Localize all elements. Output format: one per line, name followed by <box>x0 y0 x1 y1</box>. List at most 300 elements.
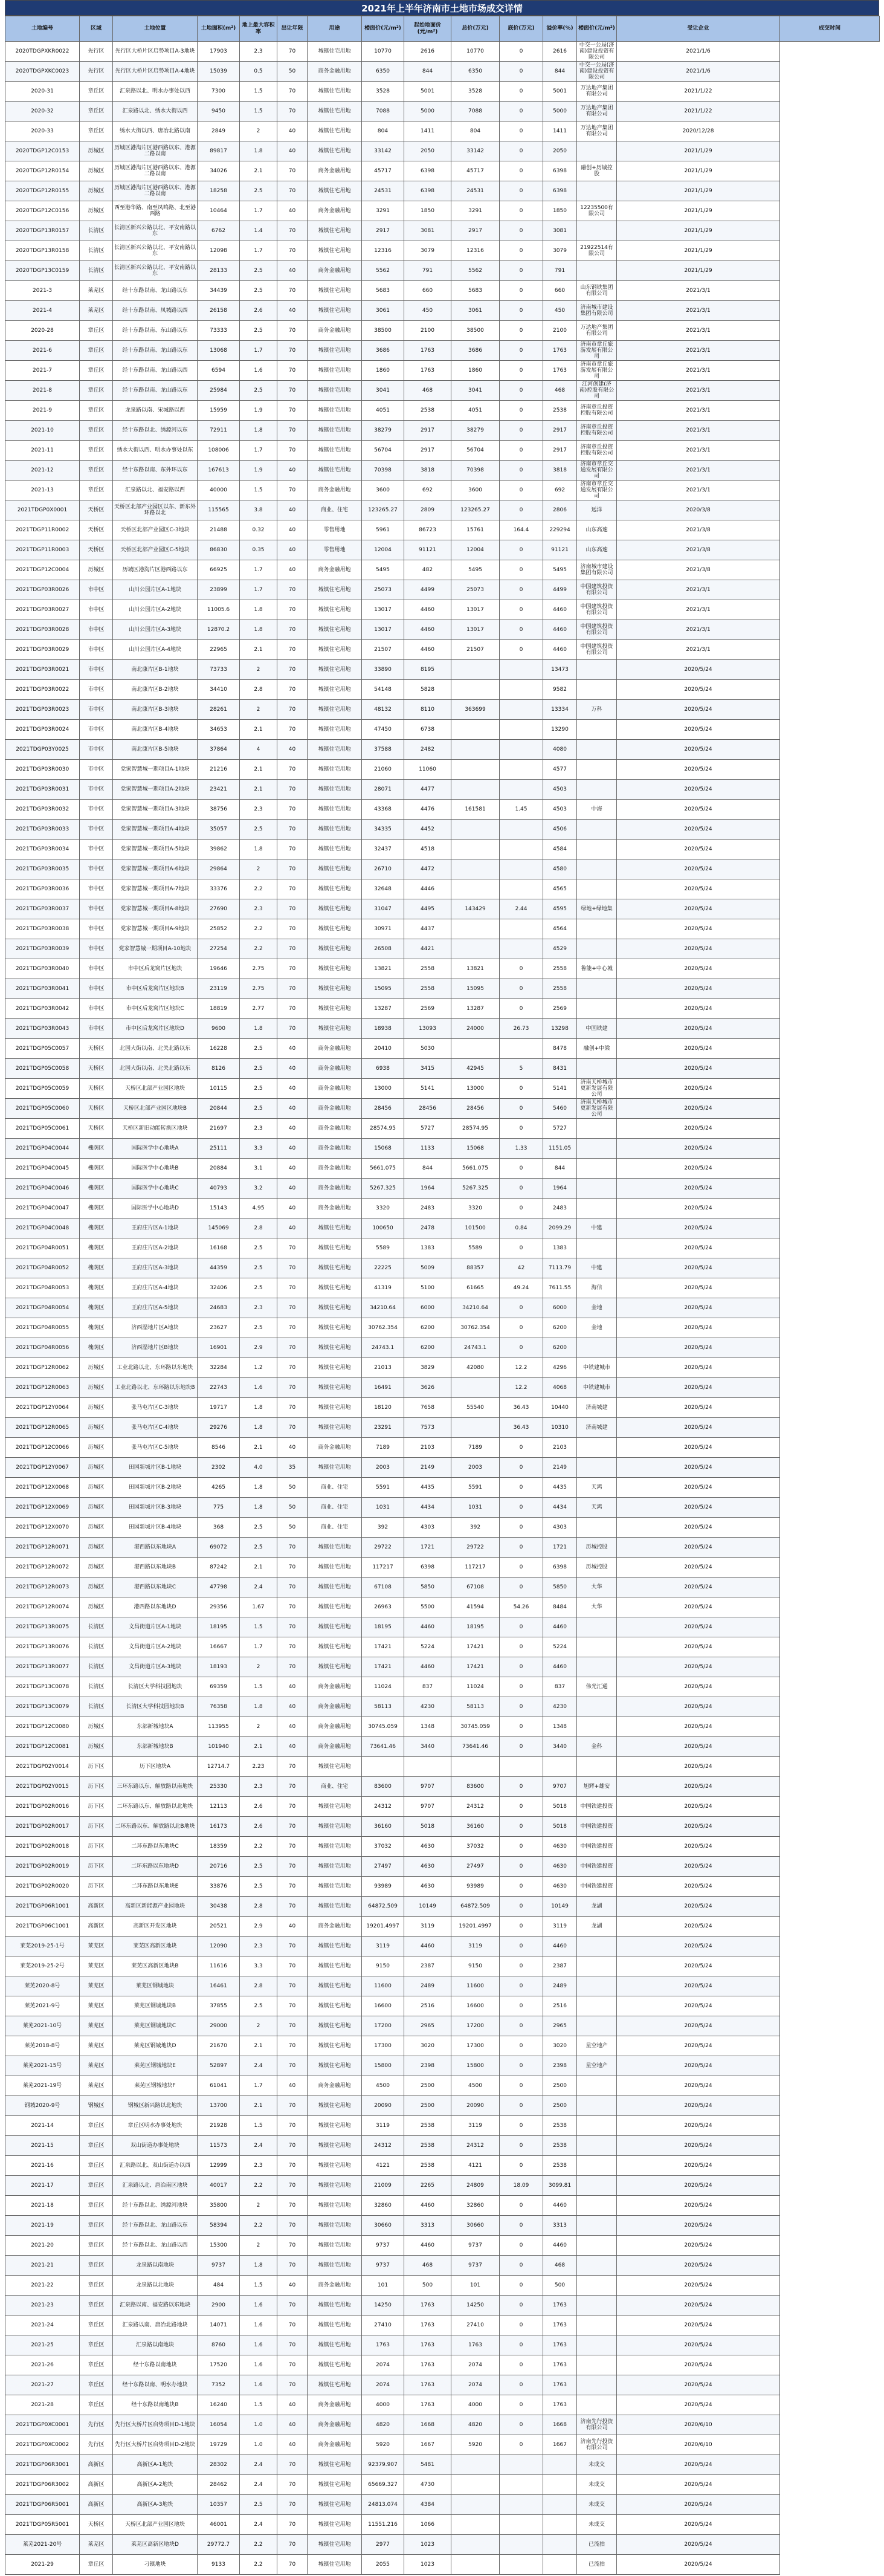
table-cell: 20884 <box>198 1159 240 1179</box>
table-cell: 西至港华路、南至凤鸣路、北至港西路 <box>113 201 198 221</box>
table-cell: 50 <box>277 1498 308 1518</box>
table-cell: 2020/5/24 <box>617 760 780 780</box>
table-cell <box>577 2256 617 2276</box>
table-cell: 2020/5/24 <box>617 2136 780 2156</box>
table-cell <box>451 720 500 740</box>
table-cell: 先行区 <box>80 42 113 62</box>
table-cell <box>577 1179 617 1199</box>
table-cell: 22965 <box>198 640 240 660</box>
table-cell <box>577 1956 617 1976</box>
table-cell: 城镇住宅用地 <box>308 580 362 600</box>
table-row <box>5 161 880 181</box>
table-cell: 2021TDGP03R0040 <box>5 959 80 979</box>
table-cell: 10310 <box>543 1418 577 1438</box>
table-cell: 大华 <box>577 1597 617 1617</box>
table-cell: 8760 <box>198 2335 240 2355</box>
table-cell: 商务金融用地 <box>308 1677 362 1697</box>
table-cell: 中国铁建投资 <box>577 1817 617 1837</box>
table-cell: 章丘区 <box>80 321 113 341</box>
table-cell: 1763 <box>543 2395 577 2415</box>
table-cell: 22743 <box>198 1378 240 1398</box>
table-cell <box>451 2495 500 2515</box>
table-cell: 10440 <box>543 1398 577 1418</box>
table-cell: 6200 <box>543 1338 577 1358</box>
table-cell: 2020/5/24 <box>617 1039 780 1059</box>
table-cell <box>451 2455 500 2475</box>
table-cell: 章丘区 <box>80 421 113 441</box>
table-cell: 莱芜2018-8号 <box>5 2036 80 2056</box>
table-cell: 40 <box>277 1199 308 1218</box>
table-cell: 0 <box>500 2216 543 2236</box>
table-cell: 11024 <box>362 1677 404 1697</box>
table-cell: 4460 <box>404 640 451 660</box>
table-cell: 经十东路以北、绣源河以东 <box>113 421 198 441</box>
table-cell: 城镇住宅用地 <box>308 800 362 820</box>
table-cell: 161581 <box>451 800 500 820</box>
table-cell: 2387 <box>543 1956 577 1976</box>
table-cell: 2482 <box>404 740 451 760</box>
table-cell: 城镇住宅用地 <box>308 879 362 899</box>
table-cell: 13068 <box>198 341 240 361</box>
table-cell: 章丘区明水办事处地块 <box>113 2116 198 2136</box>
table-cell: 6398 <box>543 161 577 181</box>
table-cell <box>577 2315 617 2335</box>
table-cell: 1763 <box>543 2355 577 2375</box>
table-cell: 2616 <box>543 42 577 62</box>
table-cell: 5001 <box>404 82 451 102</box>
table-cell: 9600 <box>198 1019 240 1039</box>
table-cell: 2021TDGP06R5001 <box>5 2495 80 2515</box>
table-cell: 2020/5/24 <box>617 2475 780 2495</box>
table-cell <box>577 879 617 899</box>
table-cell: 汇泉路以北、福安路以西 <box>113 481 198 500</box>
table-cell: 市中区 <box>80 999 113 1019</box>
table-cell: 0 <box>500 640 543 660</box>
table-cell: 2489 <box>543 1976 577 1996</box>
table-row <box>5 939 880 959</box>
table-cell: 10149 <box>543 1897 577 1917</box>
table-row <box>5 82 880 102</box>
table-cell: 城镇住宅用地 <box>308 1558 362 1578</box>
table-cell: 2020/5/24 <box>617 2016 780 2036</box>
table-row <box>5 381 880 401</box>
table-cell: 城镇住宅用地 <box>308 2375 362 2395</box>
table-cell: 2020/5/24 <box>617 740 780 760</box>
table-cell: 30660 <box>451 2216 500 2236</box>
table-cell <box>577 680 617 700</box>
table-cell: 市中区 <box>80 859 113 879</box>
table-cell: 城镇住宅用地 <box>308 102 362 121</box>
table-cell <box>577 820 617 840</box>
table-cell: 2021TDGP03R0023 <box>5 700 80 720</box>
table-cell: 2021/1/6 <box>617 62 780 82</box>
table-cell: 2021TDGP04R0054 <box>5 1298 80 1318</box>
table-cell: 0 <box>500 2096 543 2116</box>
table-cell: 2020/5/24 <box>617 1019 780 1039</box>
table-cell: 15068 <box>451 1139 500 1159</box>
table-cell: 莱芜区 <box>80 301 113 321</box>
table-cell: 2.1 <box>240 640 277 660</box>
table-cell: 党家智慧城一期项目A-6地块 <box>113 859 198 879</box>
table-cell: 3020 <box>543 2036 577 2056</box>
table-cell: 1721 <box>404 1538 451 1558</box>
table-cell <box>577 1159 617 1179</box>
table-cell: 2021TDGP13R0077 <box>5 1657 80 1677</box>
table-cell: 2021TDGP02Y0015 <box>5 1777 80 1797</box>
table-cell: 70 <box>277 580 308 600</box>
table-cell: 2055 <box>362 2555 404 2575</box>
table-cell: 2398 <box>543 2056 577 2076</box>
table-cell: 章丘区 <box>80 2136 113 2156</box>
table-cell: 12316 <box>451 241 500 261</box>
table-cell: 0 <box>500 201 543 221</box>
table-cell: 1.6 <box>240 2335 277 2355</box>
table-cell: 5000 <box>404 102 451 121</box>
table-cell: 先行区 <box>80 62 113 82</box>
table-cell: 21488 <box>198 520 240 540</box>
table-cell: 中建 <box>577 1258 617 1278</box>
table-cell: 市中区 <box>80 899 113 919</box>
table-cell: 2021/1/29 <box>617 181 780 201</box>
table-cell: 164.4 <box>500 520 543 540</box>
table-cell: 70 <box>277 2136 308 2156</box>
table-cell <box>500 2515 543 2535</box>
table-cell: 市中区 <box>80 959 113 979</box>
table-cell: 4506 <box>543 820 577 840</box>
table-cell: 2.4 <box>240 2455 277 2475</box>
table-cell: 9737 <box>451 2256 500 2276</box>
table-cell: 济南章丘投资控股有限公司 <box>577 441 617 461</box>
table-row <box>5 1996 880 2016</box>
table-cell: 70 <box>277 919 308 939</box>
table-cell: 2021TDGP12C0066 <box>5 1438 80 1458</box>
table-cell: 7113.79 <box>543 1258 577 1278</box>
table-cell: 2020/6/10 <box>617 2415 780 2435</box>
table-cell: 经十东路以北、龙山路以西 <box>113 2236 198 2256</box>
table-cell: 历城区 <box>80 161 113 181</box>
table-cell: 18195 <box>362 1617 404 1637</box>
table-cell: 1411 <box>404 121 451 141</box>
table-cell: 1.8 <box>240 1697 277 1717</box>
table-cell: 高新区A-3地块 <box>113 2495 198 2515</box>
table-cell: 0 <box>500 1079 543 1099</box>
table-cell: 4460 <box>543 640 577 660</box>
table-cell: 2020/5/24 <box>617 2056 780 2076</box>
table-cell: 5591 <box>451 1478 500 1498</box>
table-cell: 市中区 <box>80 620 113 640</box>
table-cell: 2020/5/24 <box>617 1179 780 1199</box>
table-cell: 二环东路以东地块E <box>113 1877 198 1897</box>
table-cell: 9450 <box>198 102 240 121</box>
table-cell: 济南城市建设集团有限公司 <box>577 560 617 580</box>
table-cell: 2021TDGP03R0041 <box>5 979 80 999</box>
table-cell: 3061 <box>362 301 404 321</box>
table-cell: 城镇住宅用地 <box>308 1637 362 1657</box>
table-cell: 0 <box>500 1099 543 1119</box>
table-cell: 2538 <box>404 2156 451 2176</box>
table-cell: 莱芜区钢城地块B <box>113 1996 198 2016</box>
table-cell: 11551.216 <box>362 2515 404 2535</box>
table-cell: 13017 <box>451 600 500 620</box>
table-cell: 市中区后龙窝片区地块B <box>113 979 198 999</box>
table-cell: 2.5 <box>240 321 277 341</box>
table-row <box>5 1278 880 1298</box>
table-cell: 0 <box>500 1797 543 1817</box>
table-cell: 4384 <box>404 2495 451 2515</box>
table-cell: 2.5 <box>240 1099 277 1119</box>
table-cell: 高新区开发区地块 <box>113 1917 198 1937</box>
table-cell: 70 <box>277 1657 308 1677</box>
table-cell: 2149 <box>404 1458 451 1478</box>
table-row <box>5 899 880 919</box>
table-cell: 城镇住宅用地 <box>308 1657 362 1677</box>
table-cell: 70 <box>277 1637 308 1657</box>
table-cell: 2021/3/1 <box>617 481 780 500</box>
table-cell: 0 <box>500 2016 543 2036</box>
table-cell: 0.32 <box>240 520 277 540</box>
table-cell: 0 <box>500 1119 543 1139</box>
table-cell: 1763 <box>404 341 451 361</box>
table-cell: 二环东路以东地块C <box>113 1837 198 1857</box>
table-cell: 4452 <box>404 820 451 840</box>
table-cell: 2558 <box>543 959 577 979</box>
table-cell: 33142 <box>451 141 500 161</box>
table-cell: 70 <box>277 1418 308 1438</box>
table-cell: 34653 <box>198 720 240 740</box>
table-cell: 2020/5/24 <box>617 2196 780 2216</box>
table-cell: 商务金融用地 <box>308 1159 362 1179</box>
table-cell: 城镇住宅用地 <box>308 2056 362 2076</box>
table-cell: 天桥区 <box>80 1079 113 1099</box>
table-cell: 章丘区 <box>80 401 113 421</box>
table-cell: 0 <box>500 620 543 640</box>
table-row <box>5 2256 880 2276</box>
table-cell: 3320 <box>451 1199 500 1218</box>
table-cell: 1763 <box>404 2296 451 2315</box>
table-cell: 4630 <box>543 1857 577 1877</box>
table-cell: 4472 <box>404 859 451 879</box>
table-cell: 2021-8 <box>5 381 80 401</box>
table-cell: 70 <box>277 2555 308 2575</box>
table-cell: 2020/5/24 <box>617 2156 780 2176</box>
table-cell: 6762 <box>198 221 240 241</box>
table-cell: 55540 <box>451 1398 500 1418</box>
table-cell: 绿地+绿地集 <box>577 899 617 919</box>
table-cell: 2100 <box>404 321 451 341</box>
column-header: 底价(万元) <box>500 16 543 42</box>
table-cell: 13287 <box>362 999 404 1019</box>
table-cell <box>577 2176 617 2196</box>
table-cell: 70 <box>277 959 308 979</box>
table-row <box>5 1637 880 1657</box>
table-cell: 历下区 <box>80 1857 113 1877</box>
table-row <box>5 1438 880 1458</box>
table-cell: 城镇住宅用地 <box>308 1398 362 1418</box>
table-cell: 0 <box>500 2036 543 2056</box>
table-cell: 5481 <box>404 2455 451 2475</box>
table-cell: 40 <box>277 1159 308 1179</box>
table-cell: 5661.075 <box>451 1159 500 1179</box>
table-cell: 0 <box>500 1318 543 1338</box>
table-cell: 4421 <box>404 939 451 959</box>
table-cell: 高新区 <box>80 1897 113 1917</box>
table-cell: 2021TDGP03R0030 <box>5 760 80 780</box>
table-cell: 29772.7 <box>198 2535 240 2555</box>
table-cell: 槐荫区 <box>80 1218 113 1238</box>
table-cell: 2074 <box>362 2375 404 2395</box>
table-cell: 52897 <box>198 2056 240 2076</box>
table-cell: 2849 <box>198 121 240 141</box>
table-cell: 城镇住宅用地 <box>308 2535 362 2555</box>
table-cell: 2021TDGP06C1001 <box>5 1917 80 1937</box>
table-cell: 2516 <box>404 1996 451 2016</box>
column-header: 区域 <box>80 16 113 42</box>
table-cell: 市中区后龙窝片区地块D <box>113 1019 198 1039</box>
table-cell: 2483 <box>543 1199 577 1218</box>
table-cell: 2021TDGP03R0021 <box>5 660 80 680</box>
table-cell: 4434 <box>404 1498 451 1518</box>
table-cell: 2021TDGP06R3001 <box>5 2455 80 2475</box>
table-cell: 2021TDGP0XC0001 <box>5 2415 80 2435</box>
table-cell: 济南天桥城市更新发展有限公司 <box>577 1079 617 1099</box>
table-cell: 40 <box>277 1218 308 1238</box>
table-cell: 2.6 <box>240 1797 277 1817</box>
table-cell: 2.75 <box>240 979 277 999</box>
table-cell: 0 <box>500 600 543 620</box>
table-cell: 历城区 <box>80 1398 113 1418</box>
table-cell: 45717 <box>451 161 500 181</box>
table-cell: 2021TDGP03R0042 <box>5 999 80 1019</box>
table-cell: 2020/5/24 <box>617 1079 780 1099</box>
table-cell: 70 <box>277 780 308 800</box>
table-cell: 2021TDGP02R0019 <box>5 1857 80 1877</box>
table-row <box>5 2276 880 2296</box>
table-cell: 党家智慧城一期项目A-3地块 <box>113 800 198 820</box>
table-cell: 24683 <box>198 1298 240 1318</box>
table-cell: 0 <box>500 341 543 361</box>
table-cell: 未成交 <box>577 2455 617 2475</box>
table-cell: 2021TDGP03R0031 <box>5 780 80 800</box>
table-cell: 4.95 <box>240 1199 277 1218</box>
table-cell: 0 <box>500 2196 543 2216</box>
table-cell: 3119 <box>451 2116 500 2136</box>
table-cell: 3119 <box>362 2116 404 2136</box>
table-cell: 长清区新兴公路以北、平安南路以东 <box>113 221 198 241</box>
table-cell: 南北康片区B-4地块 <box>113 720 198 740</box>
table-cell <box>543 2555 577 2575</box>
table-cell: 汇泉路以南地块 <box>113 2335 198 2355</box>
table-cell: 市中区 <box>80 820 113 840</box>
table-cell: 6398 <box>404 181 451 201</box>
table-cell: 3829 <box>404 1358 451 1378</box>
table-cell: 39862 <box>198 840 240 859</box>
table-cell: 2.5 <box>240 261 277 281</box>
table-row <box>5 959 880 979</box>
table-cell: 长清区 <box>80 1677 113 1697</box>
table-row <box>5 1059 880 1079</box>
table-cell: 4499 <box>404 580 451 600</box>
table-cell: 40 <box>277 261 308 281</box>
table-cell: 党家智慧城一期项目A-4地块 <box>113 820 198 840</box>
table-cell: 城镇住宅用地 <box>308 1817 362 1837</box>
table-cell: 国际医学中心地块D <box>113 1199 198 1218</box>
table-cell <box>543 2495 577 2515</box>
table-cell: 1.0 <box>240 2435 277 2455</box>
table-cell: 城镇住宅用地 <box>308 1578 362 1597</box>
table-cell: 40 <box>277 1737 308 1757</box>
table-cell: 2020/5/24 <box>617 1877 780 1897</box>
table-cell <box>451 859 500 879</box>
table-cell: 15800 <box>362 2056 404 2076</box>
table-cell: 市中区 <box>80 800 113 820</box>
table-cell: 70 <box>277 181 308 201</box>
table-cell: 2021/3/8 <box>617 520 780 540</box>
table-cell: 莱芜区钢城地块E <box>113 2056 198 2076</box>
table-cell: 莱芜区高新区地块D <box>113 2535 198 2555</box>
table-cell: 4460 <box>543 600 577 620</box>
table-cell: 47450 <box>362 720 404 740</box>
table-cell: 历城区 <box>80 1478 113 1498</box>
table-cell: 70 <box>277 42 308 62</box>
table-cell: 4495 <box>404 899 451 919</box>
table-cell: 1.8 <box>240 421 277 441</box>
table-cell: 0 <box>500 2355 543 2375</box>
table-cell: 34026 <box>198 161 240 181</box>
table-cell: 14250 <box>451 2296 500 2315</box>
table-cell <box>577 1139 617 1159</box>
table-cell: 济西湿地片区A地块 <box>113 1318 198 1338</box>
table-cell: 70 <box>277 2495 308 2515</box>
table-cell: 长清区 <box>80 1697 113 1717</box>
table-cell: 2917 <box>362 221 404 241</box>
table-cell: 791 <box>404 261 451 281</box>
table-cell: 历城区 <box>80 1717 113 1737</box>
table-row <box>5 2495 880 2515</box>
table-cell: 城镇住宅用地 <box>308 2176 362 2196</box>
table-cell: 32437 <box>362 840 404 859</box>
table-cell: 3.3 <box>240 1139 277 1159</box>
table-cell: 40 <box>277 1179 308 1199</box>
table-cell: 商务金融用地 <box>308 1438 362 1458</box>
table-cell: 2 <box>240 1717 277 1737</box>
table-cell: 2020/5/24 <box>617 720 780 740</box>
table-cell: 城镇住宅用地 <box>308 2555 362 2575</box>
table-cell: 历城区 <box>80 1498 113 1518</box>
table-cell: 5961 <box>362 520 404 540</box>
table-cell: 经十东路以北、绣源河地块 <box>113 2196 198 2216</box>
table-cell <box>500 859 543 879</box>
table-cell: 1.8 <box>240 1498 277 1518</box>
table-cell: 2021/1/29 <box>617 221 780 241</box>
table-cell: 1.8 <box>240 620 277 640</box>
table-cell: 城镇住宅用地 <box>308 1897 362 1917</box>
table-cell: 市中区 <box>80 879 113 899</box>
table-cell: 70 <box>277 102 308 121</box>
table-cell: 2021TDGP03R0038 <box>5 919 80 939</box>
table-row <box>5 141 880 161</box>
table-cell: 70 <box>277 421 308 441</box>
table-cell <box>577 840 617 859</box>
table-cell: 莱芜2021-9号 <box>5 1996 80 2016</box>
table-cell: 历城区 <box>80 1578 113 1597</box>
table-cell: 4460 <box>404 1937 451 1956</box>
table-cell: 党家智慧城一期项目A-1地块 <box>113 760 198 780</box>
table-cell: 26963 <box>362 1597 404 1617</box>
table-cell: 4460 <box>543 620 577 640</box>
table-cell: 468 <box>404 381 451 401</box>
table-cell: 70 <box>277 1238 308 1258</box>
table-cell: 1763 <box>404 2315 451 2335</box>
